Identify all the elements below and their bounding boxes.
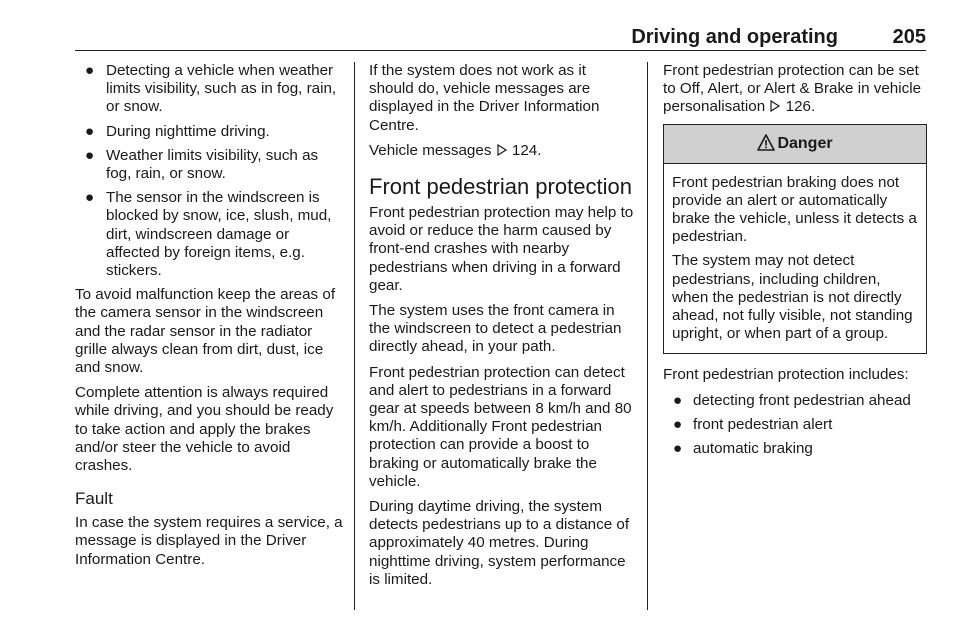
danger-header bbox=[664, 125, 926, 164]
list-item: ● automatic braking bbox=[673, 440, 813, 458]
paragraph: During daytime driving, the system detects pedestrians up to a distance of approximately 40 metres. During nighttime driving, system performance is limited. bbox=[369, 498, 630, 588]
column-1 bbox=[75, 62, 343, 576]
paragraph: Complete attention is always required while driving, and you should be ready to take action and apply the brakes and/or steer the vehicle to avoid crashes. bbox=[75, 384, 334, 475]
paragraph: In case the system requires a service, a message is displayed in the Driver Information Centre. bbox=[75, 514, 343, 568]
danger-box bbox=[663, 124, 927, 355]
page-reference-arrow-icon bbox=[769, 100, 781, 112]
reference-paragraph: Vehicle messages 124. bbox=[369, 141, 542, 159]
page-reference-arrow-icon bbox=[496, 144, 508, 156]
column-2 bbox=[369, 62, 634, 596]
column-divider bbox=[354, 62, 355, 610]
paragraph: The system uses the front camera in the windscreen to detect a pedestrian directly ahead, in your path. bbox=[369, 302, 622, 356]
bullet-icon: ● bbox=[85, 146, 95, 164]
list-item: ● During nighttime driving. bbox=[85, 122, 270, 140]
bullet-icon: ● bbox=[673, 391, 683, 409]
bullet-icon: ● bbox=[85, 62, 95, 79]
list-item: ● front pedestrian alert bbox=[673, 415, 833, 433]
column-divider bbox=[647, 62, 648, 610]
reference-paragraph: Front pedestrian protection can be set to Off, Alert, or Alert & Brake in vehicle personalisation 126. bbox=[663, 62, 922, 116]
page-header bbox=[75, 26, 926, 51]
feature-list bbox=[663, 392, 927, 459]
paragraph: The system may not detect pedestrians, including children, when the pedestrian is not directly ahead, not fully visible, not standing upright, or when part of a group. bbox=[672, 252, 913, 343]
column-3 bbox=[663, 62, 927, 464]
list-item: ● Weather limits visibility, such as fog, rain, or snow. bbox=[85, 146, 319, 183]
bullet-icon: ● bbox=[673, 440, 683, 458]
list-item: ● Detecting a vehicle when weather limits visibility, such as in fog, rain, or snow. bbox=[85, 62, 337, 116]
paragraph: Front pedestrian protection may help to avoid or reduce the harm caused by front-end crashes with nearby pedestrians when driving in a forward gear. bbox=[369, 204, 634, 294]
list-item: ● The sensor in the windscreen is blocked by snow, ice, slush, mud, dirt, windscreen damage or affected by foreign items, e.g. stickers. bbox=[85, 189, 332, 280]
paragraph: Front pedestrian protection can detect and alert to pedestrians in a forward gear at speeds between 8 km/h and 80 km/h. Additionally Front pedestrian protection can provide a boost to braking or automatically brake the vehicle. bbox=[369, 363, 632, 490]
danger-label: Danger bbox=[777, 134, 833, 152]
bullet-icon: ● bbox=[85, 189, 95, 207]
fault-heading: Fault bbox=[75, 489, 113, 509]
list-item: ● detecting front pedestrian ahead bbox=[673, 391, 911, 409]
condition-list bbox=[75, 62, 343, 280]
danger-body bbox=[664, 164, 926, 354]
reference-link[interactable]: 124. bbox=[511, 141, 542, 159]
page-number: 205 bbox=[892, 26, 926, 48]
paragraph: Front pedestrian protection includes: bbox=[663, 366, 909, 384]
paragraph: Front pedestrian braking does not provide an alert or automatically brake the vehicle, unless it detects a pedestrian. bbox=[672, 173, 917, 246]
paragraph: To avoid malfunction keep the areas of the camera sensor in the windscreen and the radar sensor in the radiator grille always clean from dirt, dust, ice and snow. bbox=[75, 286, 336, 377]
section-heading: Front pedestrian protection bbox=[369, 174, 632, 200]
paragraph: If the system does not work as it should do, vehicle messages are displayed in the Driver Information Centre. bbox=[369, 62, 600, 134]
reference-link[interactable]: 126. bbox=[785, 98, 816, 116]
bullet-icon: ● bbox=[85, 122, 95, 140]
bullet-icon: ● bbox=[673, 415, 683, 433]
warning-triangle-icon bbox=[757, 134, 775, 151]
section-title: Driving and operating bbox=[631, 26, 838, 48]
